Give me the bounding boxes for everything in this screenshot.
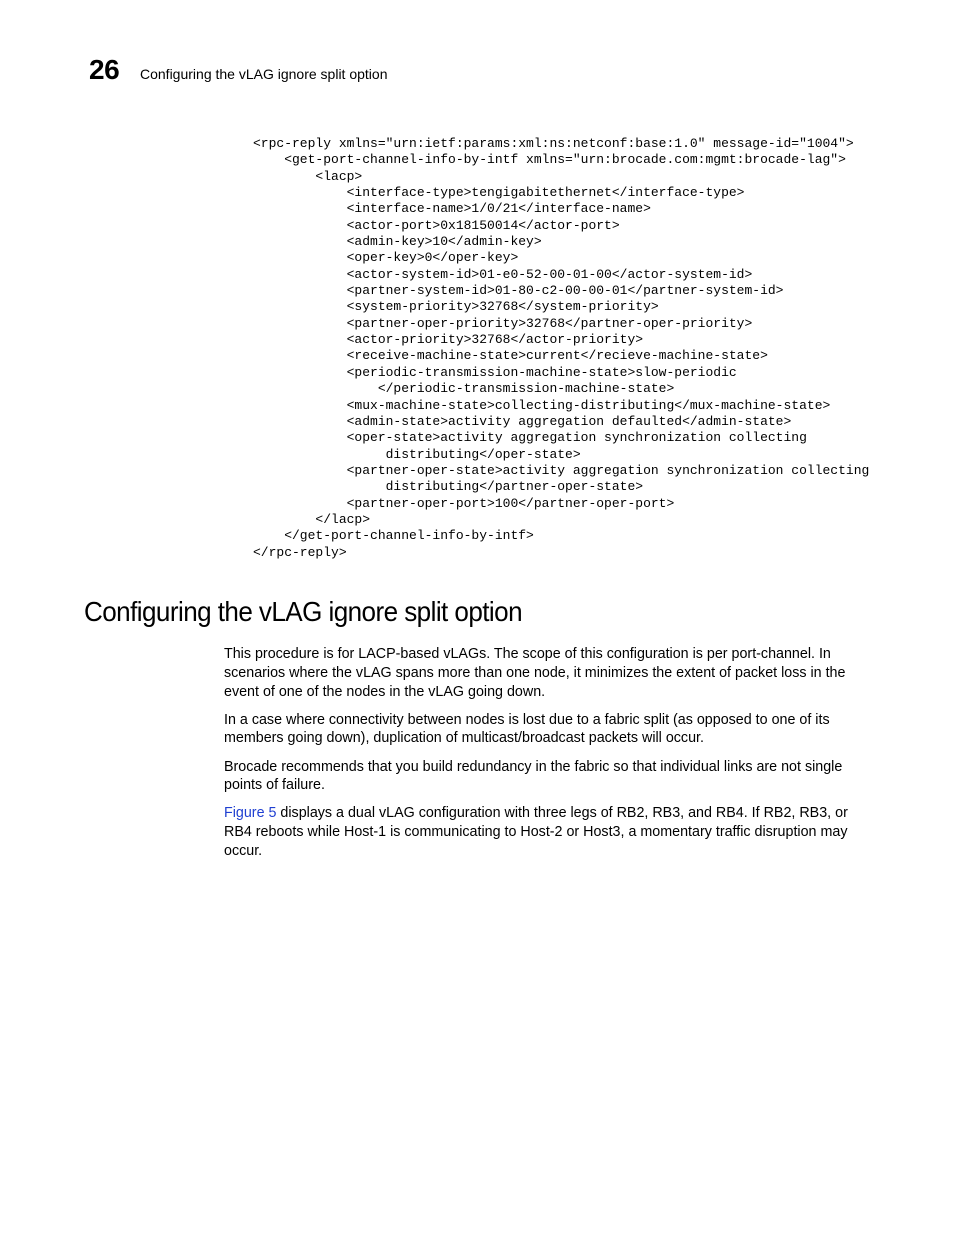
- paragraph-redundancy: Brocade recommends that you build redundancy in the fabric so that individual links are not single points of failure.: [224, 758, 843, 794]
- code-line: </get-port-channel-info-by-intf>: [253, 528, 534, 544]
- code-line: <interface-type>tengigabitethernet</interface-type>: [253, 185, 745, 201]
- code-line: <partner-oper-priority>32768</partner-oper-priority>: [253, 315, 753, 331]
- code-line: </lacp>: [253, 511, 371, 527]
- code-line: distributing</partner-oper-state>: [253, 479, 644, 495]
- code-line: <actor-system-id>01-e0-52-00-01-00</actor-system-id>: [253, 266, 753, 282]
- code-line: <periodic-transmission-machine-state>slow-periodic: [253, 364, 737, 380]
- running-header: Configuring the vLAG ignore split option: [140, 66, 388, 82]
- code-line: <interface-name>1/0/21</interface-name>: [253, 201, 651, 217]
- code-line: <system-priority>32768</system-priority>: [253, 299, 659, 315]
- code-block: [253, 136, 869, 561]
- code-line: <admin-state>activity aggregation defaulted</admin-state>: [253, 413, 792, 429]
- code-line: <oper-state>activity aggregation synchronization collecting: [253, 430, 807, 446]
- code-line: <receive-machine-state>current</recieve-machine-state>: [253, 348, 768, 364]
- code-line: <partner-oper-state>activity aggregation synchronization collecting: [253, 462, 870, 478]
- figure-5-link[interactable]: Figure 5: [224, 805, 277, 822]
- section-body: [224, 645, 872, 870]
- code-line: </periodic-transmission-machine-state>: [253, 381, 675, 397]
- figure-paragraph-text: displays a dual vLAG configuration with three legs of RB2, RB3, and RB4. If RB2, RB3, or RB4 reboots while Host-1 is communicating to Host-2 or Host3, a momentary traffic disruption may occur.: [224, 805, 848, 860]
- chapter-number: 26: [89, 54, 120, 85]
- section-title: Configuring the vLAG ignore split option: [84, 596, 523, 627]
- code-line: <rpc-reply xmlns="urn:ietf:params:xml:ns:netconf:base:1.0" message-id="1004">: [253, 136, 854, 151]
- paragraph-lacp-scope: This procedure is for LACP-based vLAGs. The scope of this configuration is per port-channel. In scenarios where the vLAG spans more than one node, it minimizes the extent of packet loss in the event of one of the nodes in the vLAG going down.: [224, 646, 846, 700]
- paragraph-figure-reference: [224, 804, 872, 860]
- code-line: <mux-machine-state>collecting-distributing</mux-machine-state>: [253, 397, 831, 413]
- code-line: <actor-priority>32768</actor-priority>: [253, 332, 644, 348]
- code-line: <partner-system-id>01-80-c2-00-00-01</partner-system-id>: [253, 283, 784, 299]
- code-line: <oper-key>0</oper-key>: [253, 250, 519, 266]
- code-line: <partner-oper-port>100</partner-oper-port>: [253, 495, 675, 511]
- code-line: <admin-key>10</admin-key>: [253, 234, 542, 250]
- code-line: distributing</oper-state>: [253, 446, 581, 462]
- code-line: <actor-port>0x18150014</actor-port>: [253, 217, 620, 233]
- code-line: <get-port-channel-info-by-intf xmlns="urn:brocade.com:mgmt:brocade-lag">: [253, 152, 846, 168]
- code-line: <lacp>: [253, 168, 363, 184]
- paragraph-fabric-split: In a case where connectivity between nodes is lost due to a fabric split (as opposed to one of its members going down), duplication of multicast/broadcast packets will occur.: [224, 711, 830, 747]
- code-line: </rpc-reply>: [253, 544, 347, 560]
